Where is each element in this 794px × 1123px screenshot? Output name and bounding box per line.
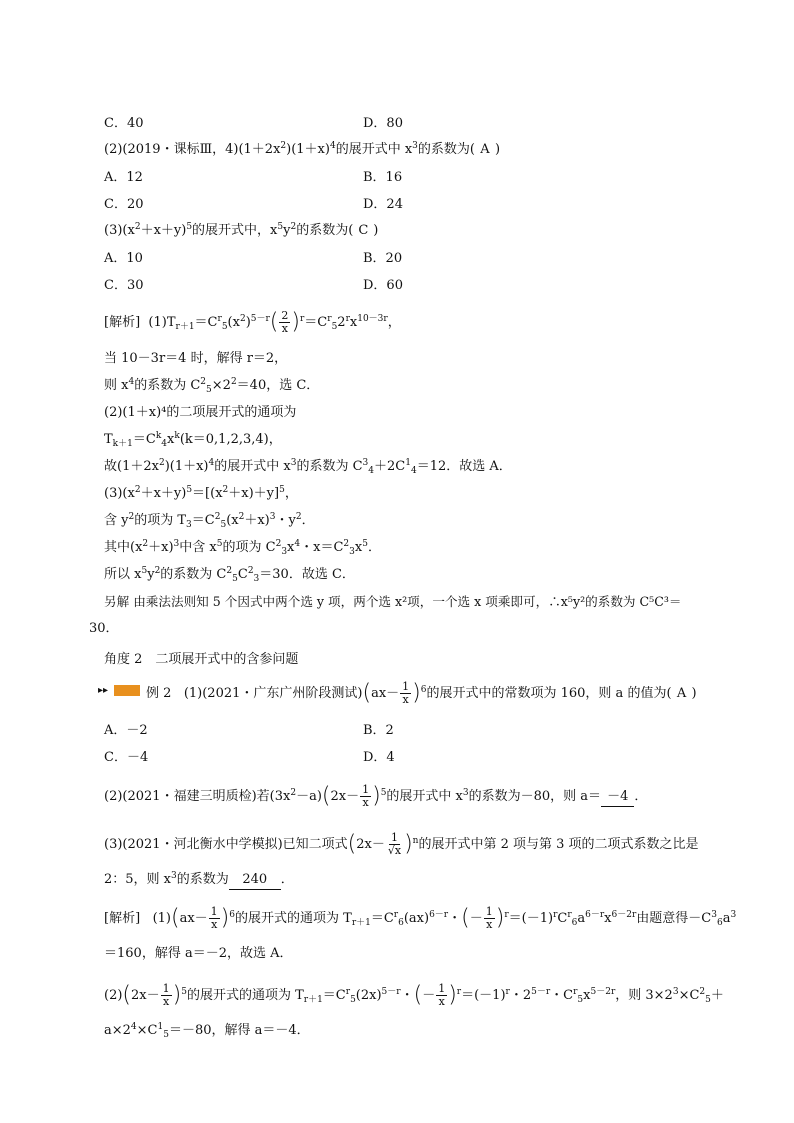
example2-q1-answer: A <box>676 686 687 701</box>
q2-option-a: A．12 <box>104 170 143 185</box>
q2-stem: (2)(2019・课标Ⅲ，$4)(1+2x^2)(1+x)^4$的展开式中 $x^3$的系数为( A ) <box>104 141 501 157</box>
q2-option-c: C．20 <box>104 197 144 212</box>
analysis1-line8: 含 $y^2$的项为 $T_3=C^2_5(x^2+x)^3$・$y^2$． <box>104 512 315 530</box>
analysis2-line3: (2)(2x－ $\frac{1}{x}$ )$^5$的展开式的通项为 $T_{r+1}=C^r_5(2x)^{5-r}$・(－ $\frac{1}{x}$ )$^r=(-1)^r$・$2^{5-r}$・$C^r_5x^{5-2r}$，则 $3\times 2^3\times C^2_5+$ <box>104 982 724 1008</box>
q3-option-a: A．10 <box>104 251 143 266</box>
analysis2-line2: ＝160，解得 a＝－2，故选 A． <box>104 946 293 961</box>
example2-option-b: B．2 <box>363 723 394 738</box>
q2-option-b: B．16 <box>363 170 403 185</box>
analysis1-line7: $(3)(x^2+x+y)^5=[(x^2+x)+y]^5$， <box>104 485 298 501</box>
example2-q3-answer-blank: 240 <box>229 871 281 890</box>
analysis2-line4: $a\times 2^4\times C^1_5=-80$，解得 a＝－4． <box>104 1022 310 1040</box>
q1-option-c: C．40 <box>104 116 144 131</box>
analysis1-alt-solution-cont: 30． <box>89 621 119 636</box>
q1-option-d: D．80 <box>363 116 403 131</box>
analysis1-line6: 故$(1+2x^2)(1+x)^4$的展开式中 $x^3$的系数为 $C^3_4+2C^1_4=12$．故选 A． <box>104 458 512 476</box>
q3-option-c: C．30 <box>104 278 144 293</box>
example2-q1: 例 2 (1)(2021・广东广州阶段测试)(ax－ $\frac{1}{x}$ )$^6$的展开式中的常数项为 160，则 a 的值为( A ) <box>146 680 697 706</box>
analysis1-alt-solution: 另解 由乘法法则知 5 个因式中两个选 y 项，两个选 x²项，一个选 x 项乘即可，∴x⁵y²的系数为 C⁵C³＝ <box>104 594 682 609</box>
example2-option-a: A．－2 <box>104 723 148 738</box>
analysis1-line4: (2)(1＋x)⁴的二项展开式的通项为 <box>104 405 297 420</box>
q2-answer: A <box>480 142 490 157</box>
example2-option-c: C．－4 <box>104 750 149 765</box>
section-title: 角度 2 二项展开式中的含参问题 <box>104 652 299 667</box>
analysis2-line1: [解析] (1)(ax－ $\frac{1}{x}$ )$^6$的展开式的通项为 $T_{r+1}=C^r_6(ax)^{6-r}$・(－ $\frac{1}{x}$ )$^r=(-1)^rC^r_6a^{6-r}x^{6-2r}$由题意得$-C^3_6a^3$ <box>104 905 737 931</box>
example2-q2-answer-blank: －4 <box>601 788 634 807</box>
q3-stem: $(3)(x^2+x+y)^5$的展开式中，$x^5y^2$的系数为( C ) <box>104 222 379 238</box>
example2-q3: (3)(2021・河北衡水中学模拟)已知二项式(2x－ $\frac{1}{√x}$ )$^n$的展开式中第 2 项与第 3 项的二项式系数之比是 <box>104 831 699 857</box>
analysis1-line5: $T_{k+1}=C^k_4x^k(k=0,1,2,3,4)$， <box>104 431 282 449</box>
q2-option-d: D．24 <box>363 197 403 212</box>
q3-option-b: B．20 <box>363 251 403 266</box>
example2-q3-cont: 2：5，则 $x^3$的系数为 240 ． <box>104 871 294 890</box>
example-marker-icon: ▸▸ <box>98 684 140 697</box>
analysis1-line2: 当 10－3r＝4 时，解得 r＝2， <box>104 351 288 366</box>
example2-option-d: D．4 <box>363 750 395 765</box>
q3-answer: C <box>358 223 369 238</box>
analysis1-line3: 则 $x^4$的系数为 $C^2_5\times 2^2=40$，选 C． <box>104 377 320 395</box>
analysis1-line1: [解析] $(1)T_{r+1}=C^r_5(x^2)^{5-r}$( $\frac{2}{x}$ )$^r=C^r_52^rx^{10-3r}$， <box>104 309 401 335</box>
analysis1-line10: 所以 $x^5y^2$的系数为 $C^2_5C^2_3=30$．故选 C． <box>104 566 355 584</box>
analysis1-line9: 其中$(x^2+x)^3$中含 $x^5$的项为 $C^2_3x^4$・$x=C^2_3x^5$． <box>104 539 381 557</box>
q3-option-d: D．60 <box>363 278 403 293</box>
example2-q2: (2)(2021・福建三明质检)若$(3x^2-a)(2x-$ $\frac{1}{x}$ )$^5$的展开式中 $x^3$的系数为－80，则 a＝ －4 ． <box>104 783 648 809</box>
